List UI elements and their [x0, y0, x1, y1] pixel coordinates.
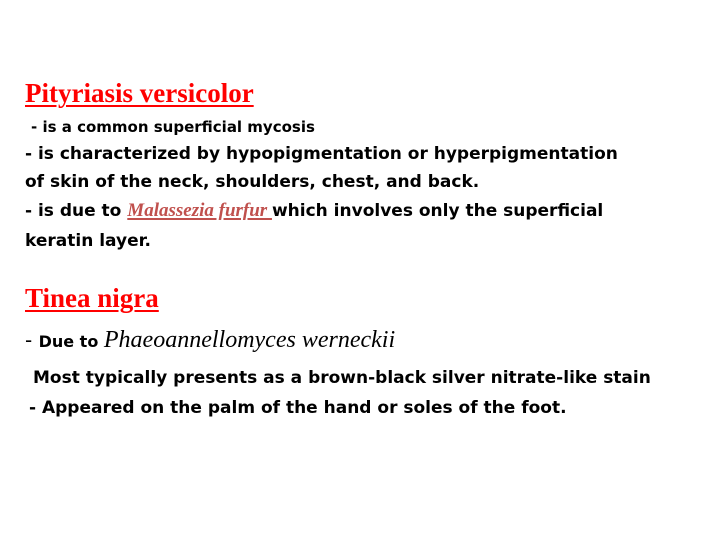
text-due-to-prefix: - is due to: [25, 201, 128, 221]
text-line-keratin-layer: keratin layer.: [25, 231, 152, 251]
heading-tinea-nigra: Tinea nigra: [25, 283, 159, 313]
text-line-due-to-malassezia: [25, 200, 603, 222]
text-dash: -: [25, 328, 39, 352]
text-line-palm-soles: - Appeared on the palm of the hand or soles of the foot.: [29, 398, 567, 418]
text-line-skin-locations: of skin of the neck, shoulders, chest, and back.: [25, 172, 480, 192]
text-line-common-mycosis: - is a common superficial mycosis: [31, 118, 315, 136]
species-phaeoannellomyces-werneckii: Phaeoannellomyces werneckii: [103, 327, 396, 353]
heading-pityriasis-versicolor: Pityriasis versicolor: [25, 78, 254, 108]
text-line-brown-black-stain: Most typically presents as a brown-black silver nitrate-like stain: [33, 368, 651, 388]
species-malassezia-furfur: Malassezia furfur: [127, 200, 272, 221]
text-due-to-suffix: which involves only the superficial: [271, 201, 604, 221]
text-line-due-to-phaeoannellomyces: [25, 326, 395, 356]
text-line-characterized: - is characterized by hypopigmentation or hyperpigmentation: [25, 144, 618, 164]
text-due-to-label: Due to: [38, 332, 104, 351]
